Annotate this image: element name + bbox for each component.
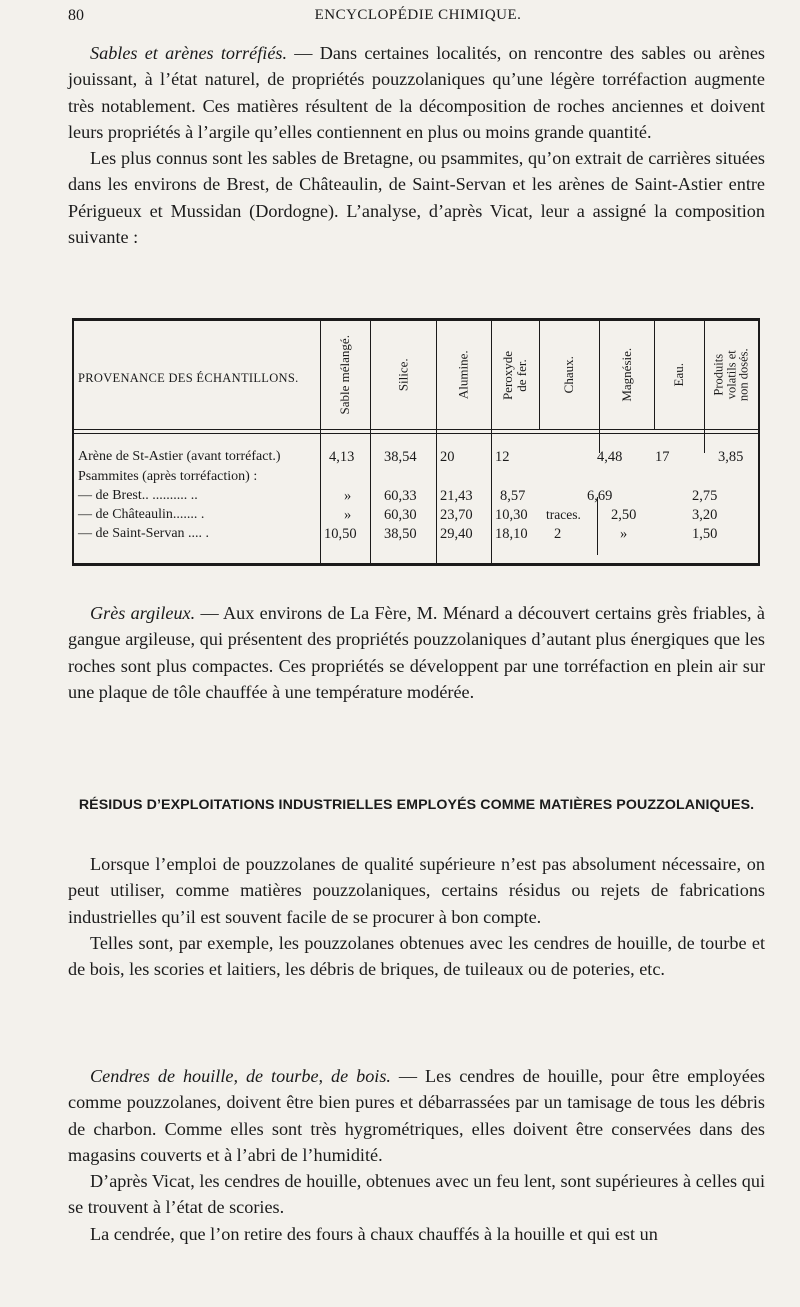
table-cell: 21,43 [440,488,473,504]
table-cell: 1,50 [692,526,718,542]
table-cell: 6,69 [587,488,613,504]
table-cell: » [620,526,628,542]
column-header-provenance: PROVENANCE DES ÉCHANTILLONS. [78,371,299,385]
paragraph-title: Grès argileux. [90,603,196,623]
page-number: 80 [68,7,84,24]
table-cell: 17 [655,449,670,465]
paragraph-text: — Les cendres de houille, pour être employées comme pouzzolanes, doivent être bien pures et débarrassées par un tamisage de tous les débris de charbon. Comme elles sont très hygrométriques, elles doivent être conservées dans des magasins couverts et à l’abri de l’humidité. [68,1066,765,1165]
table-cell: 2,75 [692,488,718,504]
table-cell: 12 [495,449,510,465]
table-cell: 10,50 [324,526,357,542]
table-cell: 38,50 [384,526,417,542]
table-cell: 20 [440,449,455,465]
table-cell: traces. [546,507,581,522]
column-header-produits: Produits volatils et non dosés. [711,348,751,402]
table-cell: 18,10 [495,526,528,542]
table-cell: 60,33 [384,488,417,504]
column-rule [597,497,598,555]
paragraph-text: — Aux environs de La Fère, M. Ménard a découvert certains grès friables, à gangue argileuse, qui présentent des propriétés pouzzolaniques d’autant plus énergiques que les roches sont plus compactes. Ces propriétés se développent par une torréfaction en plein air sur une plaque de tôle chauffée à une température modérée. [68,603,765,702]
table-cell: » [344,507,352,523]
table-cell: 10,30 [495,507,528,523]
paragraph-cendree: La cendrée, que l’on retire des fours à chaux chauffés à la houille et qui est un [90,1223,658,1244]
column-header-peroxyde: Peroxyde de fer. [500,350,530,400]
paragraph-text: — Dans certaines localités, on rencontre des sables ou arènes jouissant, à l’état naturel, de propriétés pouzzolaniques qu’une légère torréfaction augmente très notablement. Ces matières résultent de la décomposition de roches anciennes et doivent leurs propriétés à l’argile qu’elles contiennent en plus ou moins grande quantité. [68,43,766,142]
column-header-alumine: Alumine. [455,350,471,400]
table-row-label: — de Brest.. .......... .. [78,488,198,503]
column-header-chaux: Chaux. [561,356,577,394]
intro-paragraphs [68,40,765,250]
paragraph-bretagne: Les plus connus sont les sables de Bretagne, ou psammites, qu’on extrait de carrières situées dans les environs de Brest, de Châteaulin, de Saint-Servan et les arènes de Saint-Astier entre Périgueux et Mussidan (Dordogne). L’analyse, d’après Vicat, leur a assigné la composition suivante : [68,148,765,248]
table-cell: 3,85 [718,449,744,465]
paragraph-sables [68,40,765,145]
table-cell: 2,50 [611,507,637,523]
residus-paragraphs [68,851,765,982]
table-cell: 4,48 [597,449,623,465]
table-cell: 38,54 [384,449,417,465]
table-cell: 3,20 [692,507,718,523]
table-cell: 8,57 [500,488,526,504]
table-cell: 23,70 [440,507,473,523]
paragraph-telles: Telles sont, par exemple, les pouzzolanes obtenues avec les cendres de houille, de tourbe et de bois, les scories et laitiers, les débris de briques, de tuileaux ou de poteries, etc. [68,932,765,980]
table-cell: 60,30 [384,507,417,523]
table-row-label: Psammites (après torréfaction) : [78,469,258,484]
column-header-sable: Sable mélangé. [337,335,353,415]
table-cell: 4,13 [329,449,355,465]
paragraph-gres [68,600,765,705]
column-header-eau: Eau. [671,363,687,387]
table-cell: 29,40 [440,526,473,542]
table-grid [74,321,758,563]
paragraph-vicat: D’après Vicat, les cendres de houille, obtenues avec un feu lent, sont supérieures à celles qui se trouvent à l’état de scories. [68,1171,765,1218]
table-cell: 2 [554,526,562,542]
paragraph-title: Sables et arènes torréfiés. [90,43,288,63]
paragraph-emploi: Lorsque l’emploi de pouzzolanes de qualité supérieure n’est pas absolument nécessaire, on peut utiliser, comme matières pouzzolaniques, certains résidus ou rejets de fabrications industrielles qu’il est souvent facile de se procurer à bon compte. [68,854,765,927]
gres-paragraph-block [68,600,765,705]
running-title: ENCYCLOPÉDIE CHIMIQUE. [314,7,522,23]
running-head [68,7,768,29]
header-rule [74,429,758,434]
composition-table [72,318,760,566]
paragraph-cendres [68,1063,765,1168]
table-row-label: Arène de St-Astier (avant torréfact.) [78,449,281,464]
cendres-paragraphs [68,1063,765,1247]
column-header-magnesie: Magnésie. [618,348,634,402]
table-row-label: — de Saint-Servan .... . [78,526,210,541]
table-cell: » [344,488,352,504]
paragraph-title: Cendres de houille, de tourbe, de bois. [90,1066,391,1086]
table-row-label: — de Châteaulin....... . [78,507,205,522]
column-header-silice: Silice. [395,358,411,392]
section-heading: RÉSIDUS D’EXPLOITATIONS INDUSTRIELLES EMPLOYÉS COMME MATIÈRES POUZZOLANIQUES. [78,797,755,813]
